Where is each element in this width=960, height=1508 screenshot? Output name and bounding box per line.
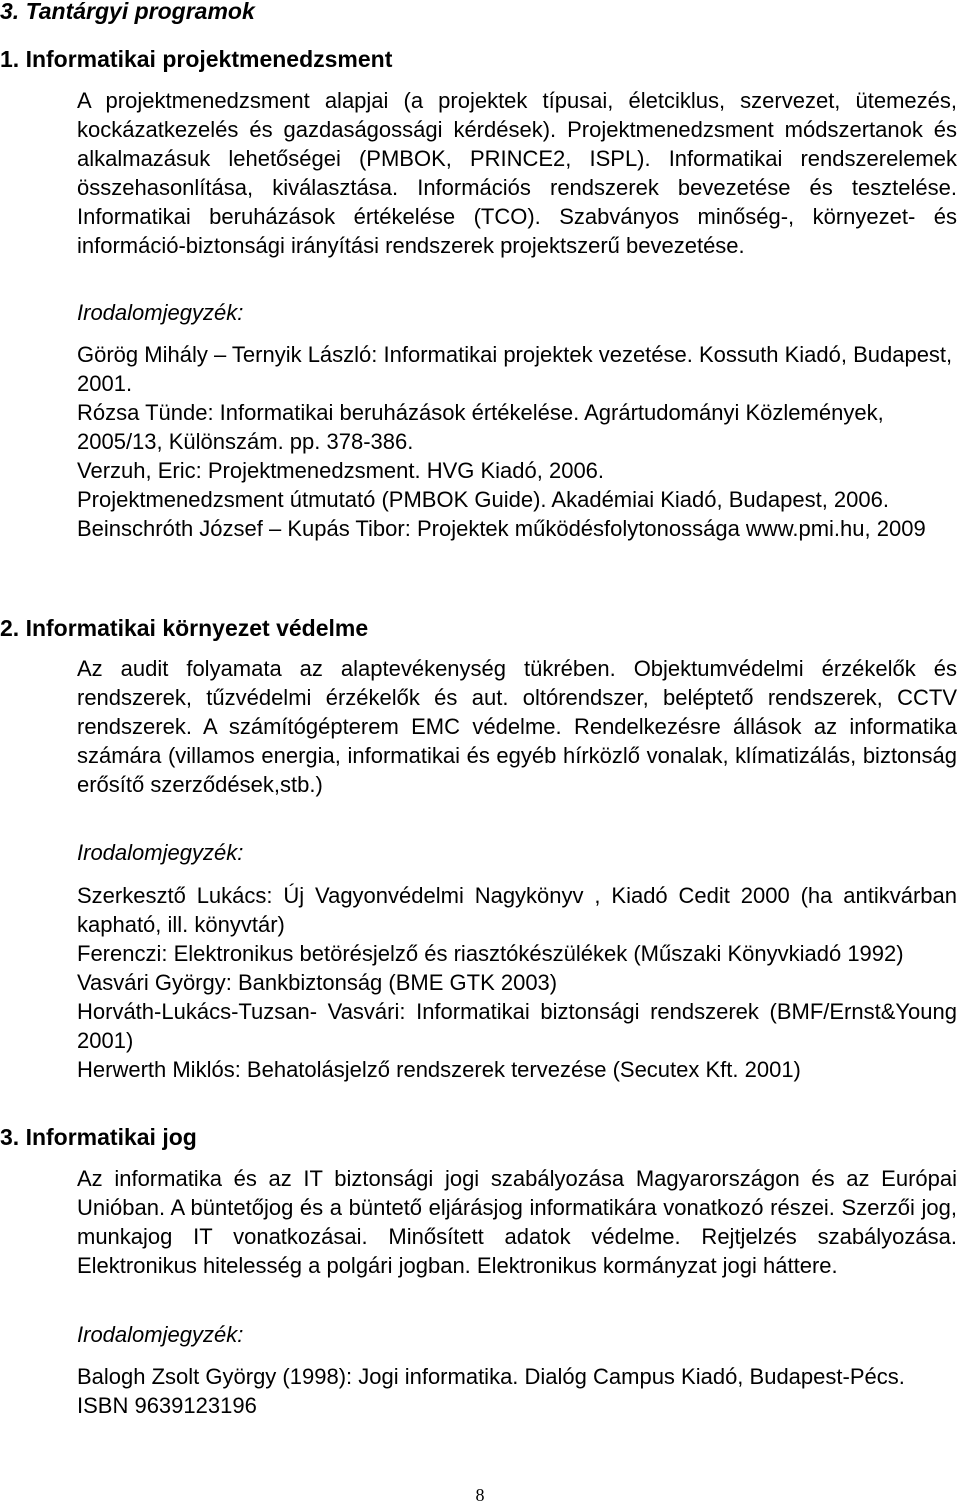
- section-1-heading: 1. Informatikai projektmenedzsment: [0, 46, 393, 72]
- reference-item: Balogh Zsolt György (1998): Jogi informatika. Dialóg Campus Kiadó, Budapest-Pécs. ISBN 9639123196: [77, 1364, 905, 1418]
- section-1-body: A projektmenedzsment alapjai (a projektek típusai, életciklus, szervezet, ütemezés, kockázatkezelés és gazdaságossági kérdések). Projektmenedzsment módszertanok és alkalmazásuk lehetőségei (PMBOK, PRINCE2, ISPL). Informatikai rendszerelemek összehasonlítása, kiválasztása. Információs rendszerek bevezetése és tesztelése. Informatikai beruházások értékelése (TCO). Szabványos minőség-, környezet- és információ-biztonsági irányítási rendszerek projektszerű bevezetése.: [77, 88, 957, 258]
- reference-item: Horváth-Lukács-Tuzsan- Vasvári: Informatikai biztonsági rendszerek (BMF/Ernst&Young 2001): [77, 999, 957, 1053]
- reference-item: Görög Mihály – Ternyik László: Informatikai projektek vezetése. Kossuth Kiadó, Budapest, 2001.: [77, 342, 953, 396]
- section-3-body: Az informatika és az IT biztonsági jogi szabályozása Magyarországon és az Európai Unióban. A büntetőjog és a büntető eljárásjog informatikára vonatkozó részei. Szerzői jog, munkajog IT vonatkozásai. Minősített adatok védelme. Rejtjelzés szabályozása. Elektronikus hitelesség a polgári jogban. Elektronikus kormányzat jogi háttere.: [77, 1166, 957, 1278]
- section-2-heading: 2. Informatikai környezet védelme: [0, 615, 369, 641]
- section-2-body: Az audit folyamata az alaptevékenység tükrében. Objektumvédelmi érzékelők és rendszerek, tűzvédelmi érzékelők és aut. oltórendszer, beléptető rendszerek, CCTV rendszerek. A számítógépterem EMC védelme. Rendelkezésre állások az informatika számára (villamos energia, informatikai és egyéb hírközlő vonalak, klímatizálás, biztonság erősítő szerződések,stb.): [77, 656, 957, 797]
- chapter-title: 3. Tantárgyi programok: [0, 0, 255, 24]
- reference-item: Ferenczi: Elektronikus betörésjelző és riasztókészülékek (Műszaki Könyvkiadó 1992): [77, 941, 904, 966]
- section-2-references: [77, 881, 957, 1084]
- reference-item: Vasvári György: Bankbiztonság (BME GTK 2003): [77, 970, 558, 995]
- section-2-references-label: Irodalomjegyzék:: [77, 840, 244, 865]
- reference-item: Projektmenedzsment útmutató (PMBOK Guide). Akadémiai Kiadó, Budapest, 2006.: [77, 487, 889, 512]
- section-1-references: [77, 340, 957, 543]
- section-3-references-label: Irodalomjegyzék:: [77, 1322, 244, 1347]
- reference-item: Verzuh, Eric: Projektmenedzsment. HVG Kiadó, 2006.: [77, 458, 605, 483]
- reference-item: Szerkesztő Lukács: Új Vagyonvédelmi Nagykönyv , Kiadó Cedit 2000 (ha antikvárban kapható, ill. könyvtár): [77, 883, 957, 937]
- reference-item: Rózsa Tünde: Informatikai beruházások értékelése. Agrártudományi Közlemények, 2005/13, Különszám. pp. 378-386.: [77, 400, 884, 454]
- reference-item: Beinschróth József – Kupás Tibor: Projektek működésfolytonossága www.pmi.hu, 2009: [77, 516, 926, 541]
- section-3-heading: 3. Informatikai jog: [0, 1124, 197, 1150]
- page-number: 8: [475, 1485, 485, 1505]
- reference-item: Herwerth Miklós: Behatolásjelző rendszerek tervezése (Secutex Kft. 2001): [77, 1057, 801, 1082]
- section-3-references: [77, 1362, 957, 1420]
- section-1-references-label: Irodalomjegyzék:: [77, 300, 244, 325]
